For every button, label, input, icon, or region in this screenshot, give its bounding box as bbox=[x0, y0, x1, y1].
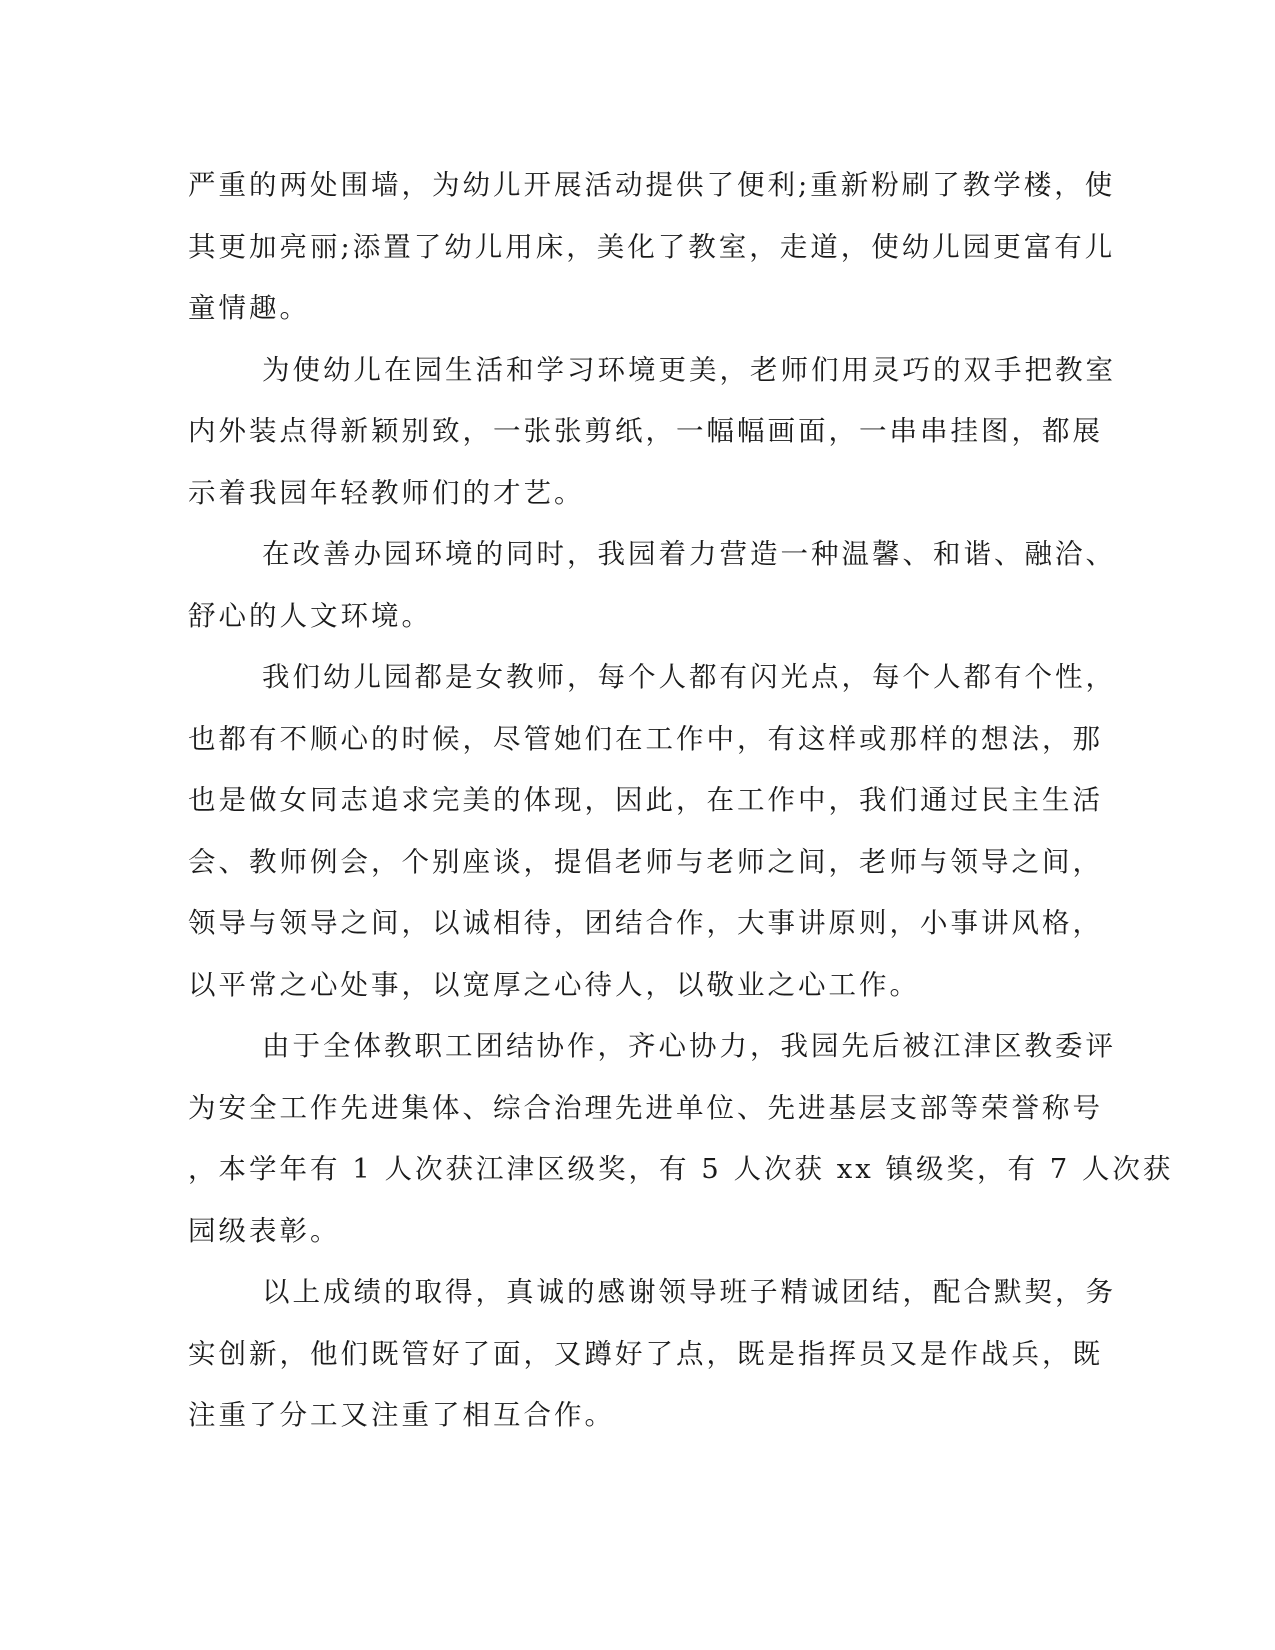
text-line: 我们幼儿园都是女教师，每个人都有闪光点，每个人都有个性， bbox=[262, 661, 1116, 693]
text-line: 会、教师例会，个别座谈，提倡老师与老师之间，老师与领导之间， bbox=[188, 845, 1103, 878]
text-line: 也都有不顺心的时候，尽管她们在工作中，有这样或那样的想法，那 bbox=[188, 722, 1103, 755]
body-text bbox=[188, 155, 1174, 1447]
text-line: 为安全工作先进集体、综合治理先进单位、先进基层支部等荣誉称号 bbox=[188, 1091, 1103, 1124]
text-line: 严重的两处围墙，为幼儿开展活动提供了便利;重新粉刷了教学楼，使 bbox=[188, 169, 1116, 201]
text-line: 也是做女同志追求完美的体现，因此，在工作中，我们通过民主生活 bbox=[188, 784, 1103, 816]
text-line: 其更加亮丽;添置了幼儿用床，美化了教室，走道，使幼儿园更富有儿 bbox=[188, 230, 1116, 263]
text-line: 由于全体教职工团结协作，齐心协力，我园先后被江津区教委评 bbox=[262, 1030, 1116, 1062]
text-line: 示着我园年轻教师们的才艺。 bbox=[188, 476, 585, 509]
text-line: 内外装点得新颖别致，一张张剪纸，一幅幅画面，一串串挂图，都展 bbox=[188, 415, 1103, 447]
text-line: 为使幼儿在园生活和学习环境更美，老师们用灵巧的双手把教室 bbox=[262, 353, 1116, 386]
text-line: 舒心的人文环境。 bbox=[188, 599, 432, 632]
text-line: 注重了分工又注重了相互合作。 bbox=[188, 1399, 615, 1431]
text-line: 以上成绩的取得，真诚的感谢领导班子精诚团结，配合默契，务 bbox=[262, 1276, 1116, 1308]
text-line: ，本学年有 1 人次获江津区级奖，有 5 人次获 xx 镇级奖，有 7 人次获 bbox=[188, 1153, 1174, 1185]
text-line: 领导与领导之间，以诚相待，团结合作，大事讲原则，小事讲风格， bbox=[188, 907, 1103, 939]
text-line: 园级表彰。 bbox=[188, 1214, 341, 1247]
text-line: 实创新，他们既管好了面，又蹲好了点，既是指挥员又是作战兵，既 bbox=[188, 1337, 1103, 1370]
text-line: 童情趣。 bbox=[188, 292, 310, 324]
text-line: 以平常之心处事，以宽厚之心待人，以敬业之心工作。 bbox=[188, 968, 920, 1001]
text-line: 在改善办园环境的同时，我园着力营造一种温馨、和谐、融洽、 bbox=[262, 538, 1116, 570]
